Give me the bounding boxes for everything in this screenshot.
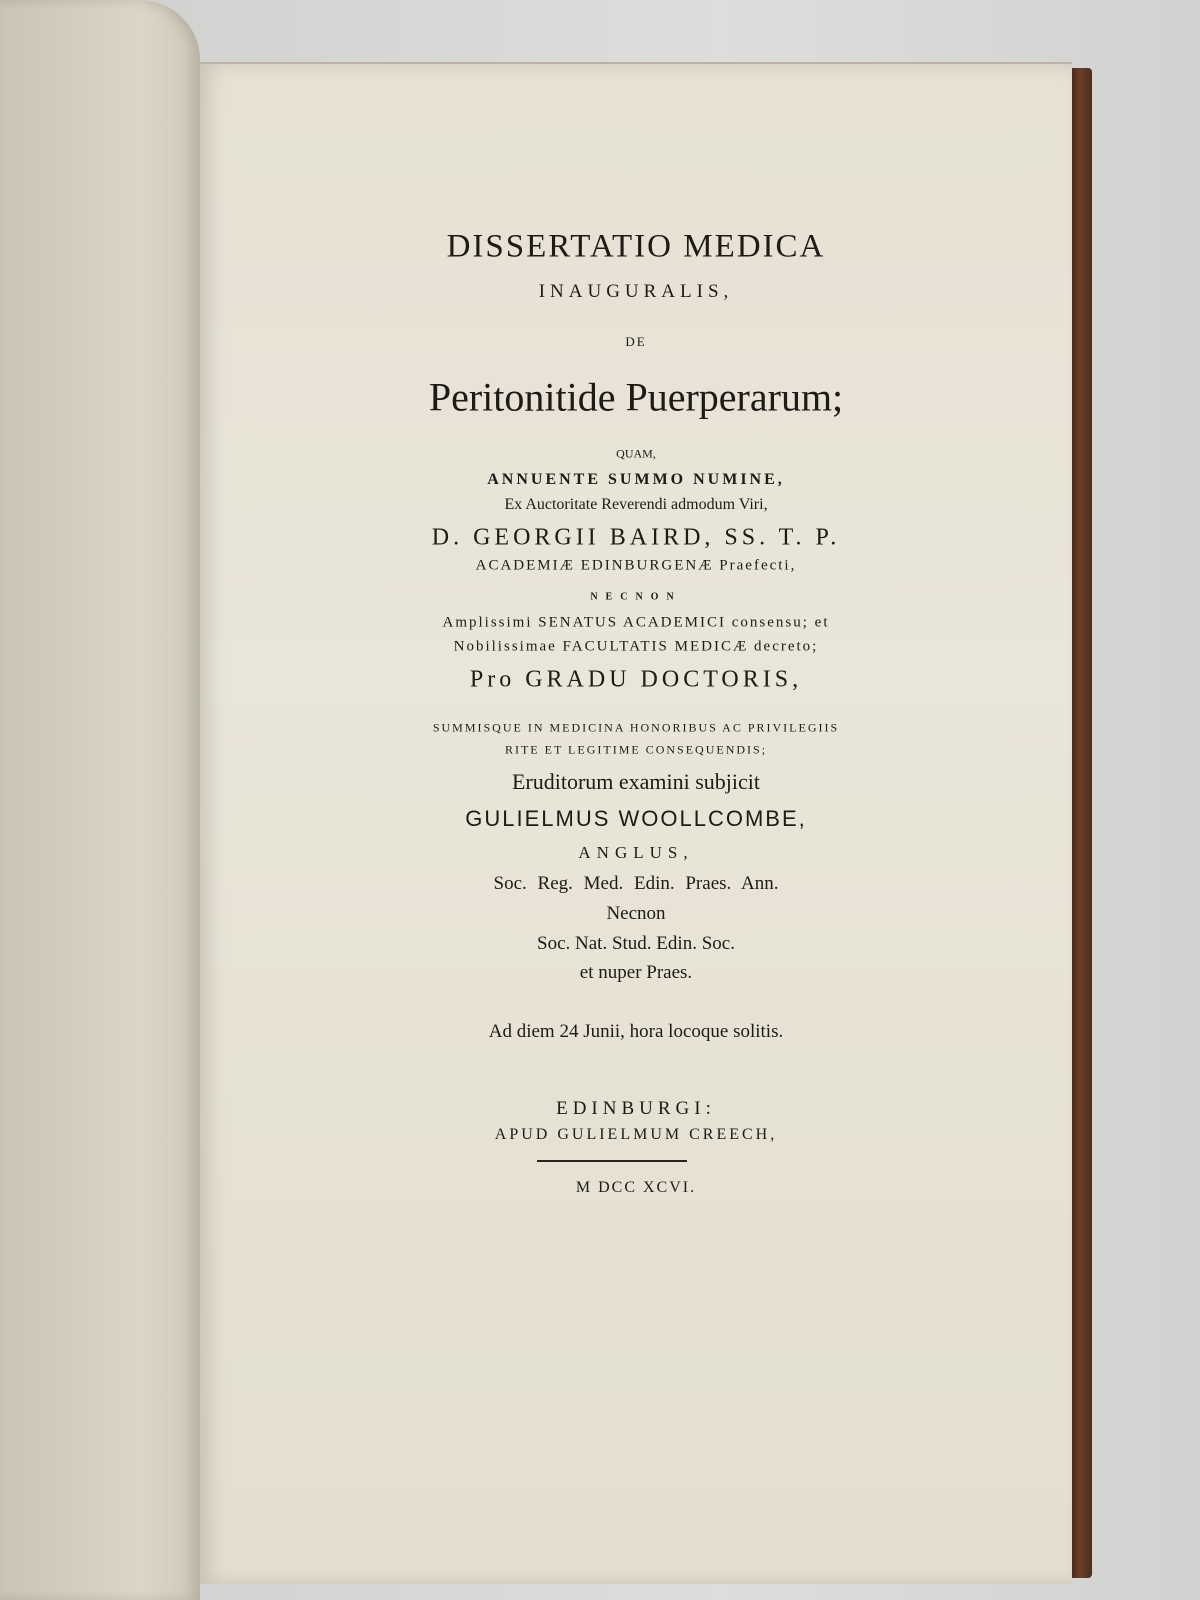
de: DE [625,334,647,349]
summisque-1: SUMMISQUE IN MEDICINA HONORIBUS AC PRIVILEGIIS [432,720,840,735]
annuente: ANNUENTE SUMMO NUMINE, [487,471,785,488]
divider-rule [537,1160,687,1162]
soc-nat: Soc. Nat. Stud. Edin. Soc. [537,933,735,954]
necnon-1: NECNON [590,591,682,603]
ad-diem: Ad diem 24 Junii, hora locoque solitis. [488,1021,784,1042]
subtitle: INAUGURALIS, [538,281,734,302]
academiae: ACADEMIÆ EDINBURGENÆ Praefecti, [475,557,797,574]
necnon-2: Necnon [606,903,666,924]
author: GULIELMUS WOOLLCOMBE, [465,806,807,831]
ex-auctoritate: Ex Auctoritate Reverendi admodum Viri, [504,496,768,513]
anglus: ANGLUS, [578,843,694,862]
facultatis: Nobilissimae FACULTATIS MEDICÆ decreto; [453,638,819,655]
senatus: Amplissimi SENATUS ACADEMICI consensu; et [442,614,830,631]
title: DISSERTATIO MEDICA [446,228,826,265]
praefectus: D. GEORGII BAIRD, SS. T. P. [431,524,841,551]
quam: QUAM, [616,446,656,461]
title-page [200,62,1072,1584]
year: M DCC XCVI. [575,1179,697,1196]
subject: Peritonitide Puerperarum; [428,374,844,420]
soc-reg: Soc. Reg. Med. Edin. Praes. Ann. [493,873,779,894]
pro-gradu: Pro GRADU DOCTORIS, [469,666,803,693]
printer: APUD GULIELMUM CREECH, [494,1126,778,1143]
left-page [0,0,200,1600]
summisque-2: RITE ET LEGITIME CONSEQUENDIS; [504,742,768,757]
eruditorum: Eruditorum examini subjicit [511,769,761,794]
place: EDINBURGI: [556,1098,716,1119]
nuper: et nuper Praes. [579,962,693,983]
